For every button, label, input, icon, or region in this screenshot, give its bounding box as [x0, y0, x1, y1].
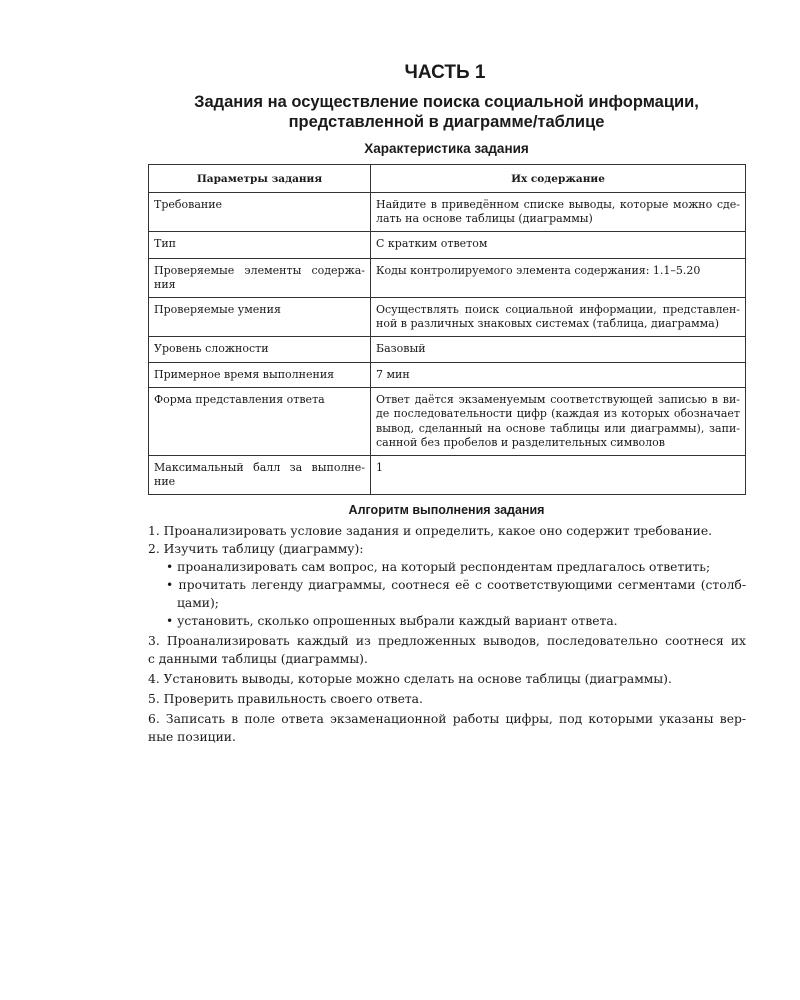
cell-text-line: Примерное время выполнения	[154, 367, 335, 381]
algorithm-step-line: 6. Записать в поле ответа экзаменационной работы цифры, под которыми указаны вер-	[148, 712, 746, 726]
algorithm-step-line: с данными таблицы (диаграммы).	[148, 652, 368, 666]
content-cell	[371, 297, 746, 336]
cell-text-line: Осуществлять поиск социальной информации, представлен-	[376, 302, 740, 316]
cell-text-line: С кратким ответом	[376, 236, 488, 250]
content-cell	[371, 362, 746, 387]
cell-text-line: Форма представления ответа	[154, 392, 325, 406]
characteristics-title: Характеристика задания	[364, 141, 529, 156]
algorithm-list	[148, 522, 746, 746]
cell-text-line: Ответ даётся экзаменуемым соответствующей записью в ви-	[376, 392, 740, 406]
subtitle-line: Задания на осуществление поиска социальной информации,	[194, 93, 699, 111]
parameter-cell	[149, 297, 371, 336]
content-cell	[371, 192, 746, 231]
cell-text-line: ной в различных знаковых системах (таблица, диаграмма)	[376, 317, 720, 330]
table-row	[149, 455, 746, 494]
table-header-row	[149, 165, 746, 193]
algorithm-step-line: 4. Установить выводы, которые можно сделать на основе таблицы (диаграммы).	[148, 672, 672, 686]
table-row	[149, 387, 746, 455]
algorithm-step-line: 2. Изучить таблицу (диаграмму):	[148, 542, 364, 556]
parameter-cell	[149, 192, 371, 231]
cell-text-line: ние	[154, 475, 176, 488]
algorithm-step-line: • прочитать легенду диаграммы, соотнеся её с соответствующими сегментами (столб-	[166, 578, 746, 592]
algorithm-step-line: 1. Проанализировать условие задания и определить, какое оно содержит требование.	[148, 524, 713, 538]
cell-text-line: Найдите в приведённом списке выводы, которые можно сде-	[376, 197, 740, 211]
parameter-cell	[149, 258, 371, 297]
algorithm-step-line: 3. Проанализировать каждый из предложенных выводов, последовательно соотнеся их	[148, 634, 746, 648]
cell-text-line: 1	[376, 460, 383, 474]
task-characteristics-table	[148, 164, 746, 495]
table-row	[149, 192, 746, 231]
table-row	[149, 362, 746, 387]
table-row	[149, 297, 746, 336]
column-header-parameters: Параметры задания	[149, 165, 371, 193]
algorithm-step-line: ные позиции.	[148, 730, 236, 744]
cell-text-line: Тип	[154, 236, 176, 250]
cell-text-line: ния	[154, 278, 176, 291]
content-cell	[371, 231, 746, 258]
parameter-cell	[149, 231, 371, 258]
cell-text-line: санной без пробелов и разделительных символов	[376, 436, 665, 449]
content-cell	[371, 336, 746, 362]
parameter-cell	[149, 387, 371, 455]
content-cell	[371, 258, 746, 297]
cell-text-line: Коды контролируемого элемента содержания: 1.1–5.20	[376, 263, 701, 277]
algorithm-step-line: цами);	[177, 596, 219, 610]
cell-text-line: де последовательности цифр (каждая из которых обозначает	[376, 407, 740, 420]
algorithm-step-line: • установить, сколько опрошенных выбрали каждый вариант ответа.	[166, 614, 618, 628]
column-header-content: Их содержание	[371, 165, 746, 193]
algorithm-step-line: 5. Проверить правильность своего ответа.	[148, 692, 423, 706]
parameter-cell	[149, 362, 371, 387]
cell-text-line: Проверяемые умения	[154, 302, 281, 316]
cell-text-line: лать на основе таблицы (диаграммы)	[376, 212, 593, 225]
cell-text-line: Требование	[154, 197, 223, 211]
table-row	[149, 336, 746, 362]
cell-text-line: 7 мин	[376, 367, 410, 381]
content-cell	[371, 455, 746, 494]
cell-text-line: Проверяемые элементы содержа-	[154, 263, 365, 277]
cell-text-line: Максимальный балл за выполне-	[154, 460, 365, 474]
subtitle-line: представленной в диаграмме/таблице	[288, 113, 605, 131]
table-row	[149, 258, 746, 297]
content-cell	[371, 387, 746, 455]
parameter-cell	[149, 336, 371, 362]
algorithm-title: Алгоритм выполнения задания	[348, 503, 545, 517]
part-heading: ЧАСТЬ 1	[404, 62, 486, 83]
cell-text-line: Уровень сложности	[154, 341, 269, 355]
parameter-cell	[149, 455, 371, 494]
section-subtitle	[148, 92, 745, 132]
table-row	[149, 231, 746, 258]
cell-text-line: вывод, сделанный на основе таблицы или диаграммы), запи-	[376, 421, 740, 435]
cell-text-line: Базовый	[376, 341, 426, 355]
algorithm-step-line: • проанализировать сам вопрос, на который респондентам предлагалось ответить;	[166, 560, 711, 574]
